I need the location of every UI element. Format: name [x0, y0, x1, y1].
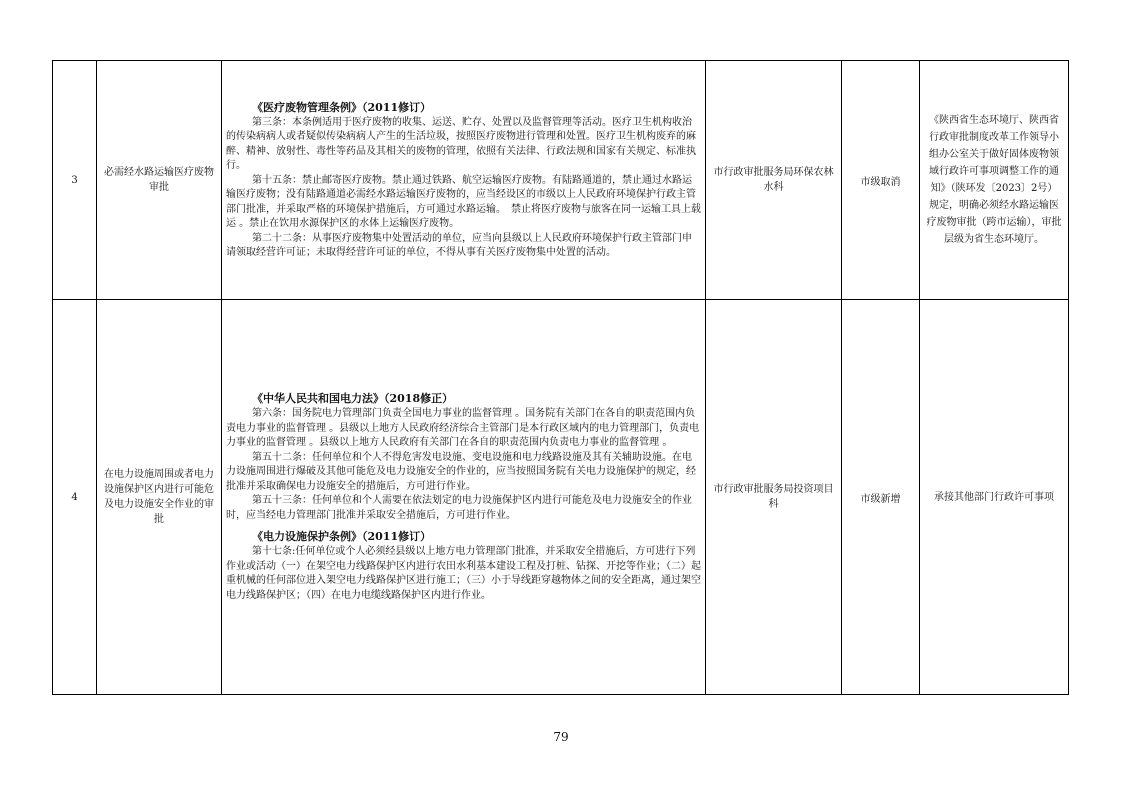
law-article: 第五十二条：任何单位和个人不得危害发电设施、变电设施和电力线路设施及其有关辅助设施。在电力设施周围进行爆破及其他可能危及电力设施安全的作业的，应当按照国务院有关电力设施保护的规定，经批准并采取确保电力设施安全的措施后，方可进行作业。: [226, 451, 696, 492]
responsible-department: 市行政审批服务局投资项目科: [706, 300, 842, 695]
operation-type: 市级新增: [842, 300, 920, 695]
remarks: 《陕西省生态环境厅、陕西省行政审批制度改革工作领导小组办公室关于做好固体废物领域行政许可事项调整工作的通知》（陕环发〔2023〕2号）规定，明确必须经水路运输医疗废物审批（跨市运输），审批层级为省生态环境厅。: [920, 61, 1069, 300]
item-name: 必需经水路运输医疗废物审批: [97, 61, 222, 300]
row-number: 4: [53, 300, 97, 695]
law-title: 《医疗废物管理条例》（2011修订）: [252, 100, 432, 114]
legal-basis-cell: [222, 61, 706, 300]
law-article: 第二十二条：从事医疗废物集中处置活动的单位，应当向县级以上人民政府环境保护行政主管部门申请领取经营许可证；未取得经营许可证的单位，不得从事有关医疗废物集中处置的活动。: [226, 232, 692, 258]
table-row: [53, 300, 1069, 695]
law-title: 《中华人民共和国电力法》（2018修正）: [252, 392, 454, 405]
law-title: 《电力设施保护条例》（2011修订）: [252, 530, 432, 543]
remarks: 承接其他部门行政许可事项: [920, 300, 1069, 695]
law-article: 第六条：国务院电力管理部门负责全国电力事业的监督管理 。国务院有关部门在各自的职责范围内负责电力事业的监督管理 。县级以上地方人民政府经济综合主管部门是本行政区域内的电力管理部门，负责电力事业的监督管理 。县级以上地方人民政府有关部门在各自的职责范围内负责电力事业的监督管理 。: [226, 408, 700, 448]
law-article: 第三条：本条例适用于医疗废物的收集、运送、贮存、处置以及监督管理等活动。医疗卫生机构收治的传染病病人或者疑似传染病病人产生的生活垃圾，按照医疗废物进行管理和处置。医疗卫生机构废弃的麻醉、精神、放射性、毒性等药品及其相关的废物的管理，依照有关法律、行政法规和国家有关规定、标准执行。: [226, 116, 696, 171]
law-article: 第十五条：禁止邮寄医疗废物。禁止通过铁路、航空运输医疗废物。有陆路通道的，禁止通过水路运输医疗废物；没有陆路通道必需经水路运输医疗废物的，应当经设区的市级以上人民政府环境保护行政主管部门批准，并采取严格的环境保护措施后，方可通过水路运输。 禁止将医疗废物与旅客在同一运输工具上载运 。禁止在饮用水源保护区的水体上运输医疗废物。: [226, 174, 701, 229]
row-number: 3: [53, 61, 97, 300]
law-article: 第十七条:任何单位或个人必须经县级以上地方电力管理部门批准，并采取安全措施后，方可进行下列作业或活动（一）在架空电力线路保护区内进行农田水利基本建设工程及打桩、钻探、开挖等作业；（二）起重机械的任何部位进入架空电力线路保护区进行施工；（三）小于导线距穿越物体之间的安全距离，通过架空电力线路保护区；（四）在电力电缆线路保护区内进行作业。: [226, 546, 701, 601]
approval-items-table: [52, 60, 1069, 695]
table-row: [53, 61, 1069, 300]
legal-basis-cell: [222, 300, 706, 695]
item-name: 在电力设施周围或者电力设施保护区内进行可能危及电力设施安全作业的审批: [97, 300, 222, 695]
page-number: 79: [553, 730, 569, 744]
responsible-department: 市行政审批服务局环保农林水科: [706, 61, 842, 300]
operation-type: 市级取消: [842, 61, 920, 300]
law-article: 第五十三条：任何单位和个人需要在依法划定的电力设施保护区内进行可能危及电力设施安全的作业时，应当经电力管理部门批准并采取安全措施后，方可进行作业。: [226, 495, 692, 521]
